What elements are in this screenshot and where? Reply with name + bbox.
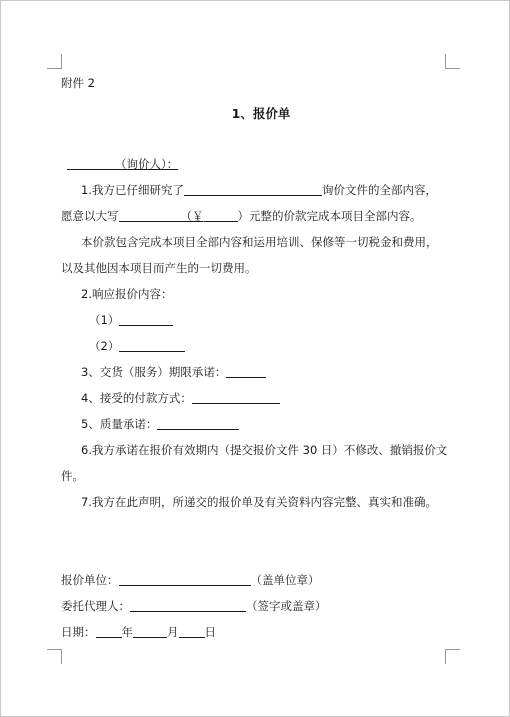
date-unit: 年 (121, 625, 133, 639)
paragraph-2-line-1: 本价款包含完成本项目全部内容和运用培训、保修等一切税金和费用， (81, 235, 438, 249)
list-item-2 (89, 338, 185, 354)
paragraph-text: 5、质量承诺： (81, 417, 158, 431)
paragraph-text: ）元整的价款完成本项目全部内容。 (237, 209, 422, 223)
delivery-commitment (81, 364, 266, 380)
paragraph-2-line-2: 以及其他因本项目而产生的一切费用。 (61, 261, 257, 275)
blank-field[interactable] (192, 390, 280, 404)
signature-label: 报价单位： (61, 573, 119, 587)
signature-label: 委托代理人： (61, 599, 130, 613)
paragraph-3: 2.响应报价内容： (81, 287, 173, 301)
inquirer-line (67, 156, 178, 172)
paragraph-7: 7.我方在此声明，所递交的报价单及有关资料内容完整、真实和准确。 (81, 495, 437, 509)
blank-field[interactable] (96, 624, 122, 638)
blank-field[interactable] (130, 598, 246, 612)
page-corner-mark (445, 649, 460, 664)
amount-symbol: （￥ (180, 209, 204, 223)
page-corner-mark (47, 54, 62, 69)
signature-agent (61, 598, 327, 614)
document-title: 1、报价单 (231, 106, 291, 121)
paragraph-text: 1.我方已仔细研究了 (81, 183, 184, 197)
payment-method (81, 390, 280, 406)
date-unit: 日 (204, 625, 216, 639)
quality-commitment (81, 416, 239, 432)
blank-field[interactable] (226, 364, 266, 378)
page-corner-mark (47, 649, 62, 664)
blank-field[interactable] (119, 208, 181, 222)
date-unit: 月 (167, 625, 179, 639)
list-item-label: （2） (89, 339, 120, 353)
paragraph-text: 4、接受的付款方式： (81, 391, 192, 405)
list-item-label: （1） (89, 313, 120, 327)
paragraph-text: 愿意以大写 (61, 209, 119, 223)
attachment-label: 附件 2 (61, 76, 95, 90)
blank-field[interactable] (119, 312, 173, 326)
paragraph-6-line-1: 6.我方承诺在报价有效期内（提交报价文件 30 日）不修改、撤销报价文 (81, 443, 448, 457)
inquirer-label: （询价人）： (115, 157, 179, 171)
paragraph-6-line-2: 件。 (61, 469, 84, 483)
blank-field[interactable] (67, 156, 115, 170)
paragraph-1-line-1 (81, 182, 437, 198)
date-label: 日期： (61, 625, 96, 639)
blank-field[interactable] (179, 624, 205, 638)
date-line (61, 624, 216, 640)
blank-field[interactable] (119, 572, 251, 586)
paragraph-text: 询价文件的全部内容， (321, 183, 437, 197)
list-item-1 (89, 312, 173, 328)
blank-field[interactable] (119, 338, 185, 352)
paragraph-text: 3、交货（服务）期限承诺： (81, 365, 227, 379)
signature-note: （签字或盖章） (246, 599, 327, 613)
blank-field[interactable] (184, 182, 322, 196)
page-corner-mark (445, 54, 460, 69)
signature-note: （盖单位章） (250, 573, 320, 587)
blank-field[interactable] (157, 416, 239, 430)
blank-field[interactable] (133, 624, 167, 638)
paragraph-1-line-2 (61, 208, 422, 224)
blank-field[interactable] (204, 208, 238, 222)
signature-unit (61, 572, 320, 588)
